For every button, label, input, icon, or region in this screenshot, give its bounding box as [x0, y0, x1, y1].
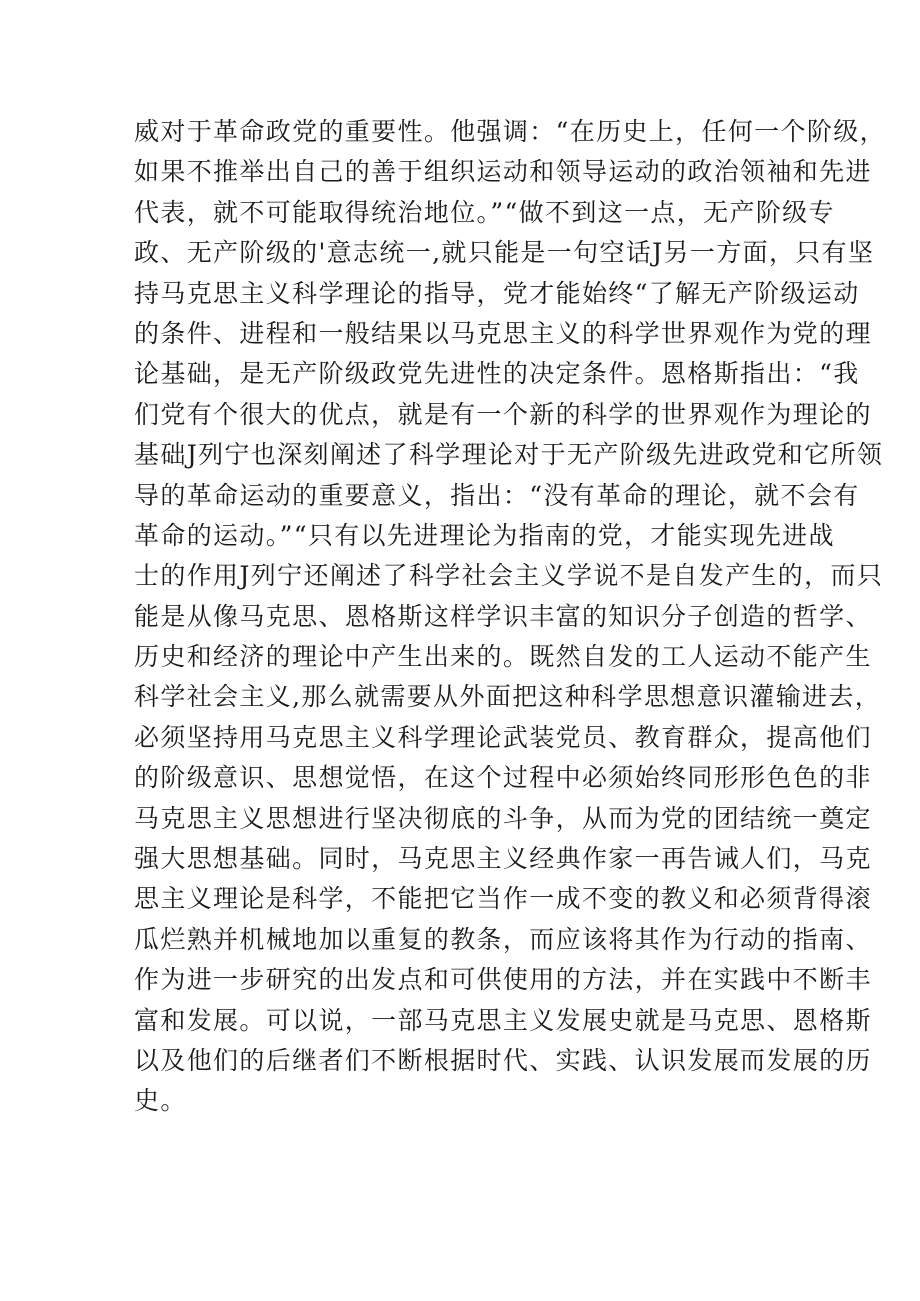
text-line: 士的作用J列宁还阐述了科学社会主义学说不是自发产生的，而只 — [134, 561, 884, 591]
text-line: 以及他们的后继者们不断根据时代、实践、认识发展而发展的历 — [134, 1045, 872, 1075]
text-line: 必须坚持用马克思主义科学理论武装党员、教育群众，提高他们 — [134, 722, 872, 752]
text-line: 历史和经济的理论中产生出来的。既然自发的工人运动不能产生 — [134, 642, 872, 672]
text-line: 论基础，是无产阶级政党先进性的决定条件。恩格斯指出：“我 — [134, 359, 860, 389]
text-line: 基础J列宁也深刻阐述了科学理论对于无产阶级先进政党和它所领 — [134, 440, 884, 470]
text-line: 瓜烂熟并机械地加以重复的教条，而应该将其作为行动的指南、 — [134, 924, 872, 954]
body-paragraph — [134, 112, 886, 1122]
text-line: 思主义理论是科学，不能把它当作一成不变的教义和必须背得滚 — [134, 884, 872, 914]
text-line: 科学社会主义,那么就需要从外面把这种科学思想意识灌输进去， — [134, 682, 882, 712]
text-line: 的条件、进程和一般结果以马克思主义的科学世界观作为党的理 — [134, 318, 872, 348]
text-line: 的阶级意识、思想觉悟，在这个过程中必须始终同形形色色的非 — [134, 763, 872, 793]
text-line: 如果不推举出自己的善于组织运动和领导运动的政治领袖和先进 — [134, 157, 872, 187]
text-line: 能是从像马克思、恩格斯这样学识丰富的知识分子创造的哲学、 — [134, 601, 872, 631]
text-line: 强大思想基础。同时，马克思主义经典作家一再告诫人们，马克 — [134, 844, 872, 874]
text-line: 作为进一步研究的出发点和可供使用的方法，并在实践中不断丰 — [134, 965, 872, 995]
text-line: 政、无产阶级的'意志统一,就只能是一句空话J另一方面，只有坚 — [134, 238, 875, 268]
text-line: 持马克思主义科学理论的指导，党才能始终“了解无产阶级运动 — [134, 278, 860, 308]
text-line: 们党有个很大的优点，就是有一个新的科学的世界观作为理论的 — [134, 399, 872, 429]
text-line: 革命的运动。”“只有以先进理论为指南的党，才能实现先进战 — [134, 520, 835, 550]
text-line: 导的革命运动的重要意义，指出：“没有革命的理论，就不会有 — [134, 480, 860, 510]
text-line: 富和发展。可以说，一部马克思主义发展史就是马克思、恩格斯 — [134, 1005, 872, 1035]
text-line: 马克思主义思想进行坚决彻底的斗争，从而为党的团结统一奠定 — [134, 803, 872, 833]
text-line: 威对于革命政党的重要性。他强调：“在历史上，任何一个阶级， — [134, 117, 886, 146]
text-line: 史。 — [134, 1086, 187, 1116]
text-line: 代表，就不可能取得统治地位。”“做不到这一点，无产阶级专 — [134, 197, 835, 227]
